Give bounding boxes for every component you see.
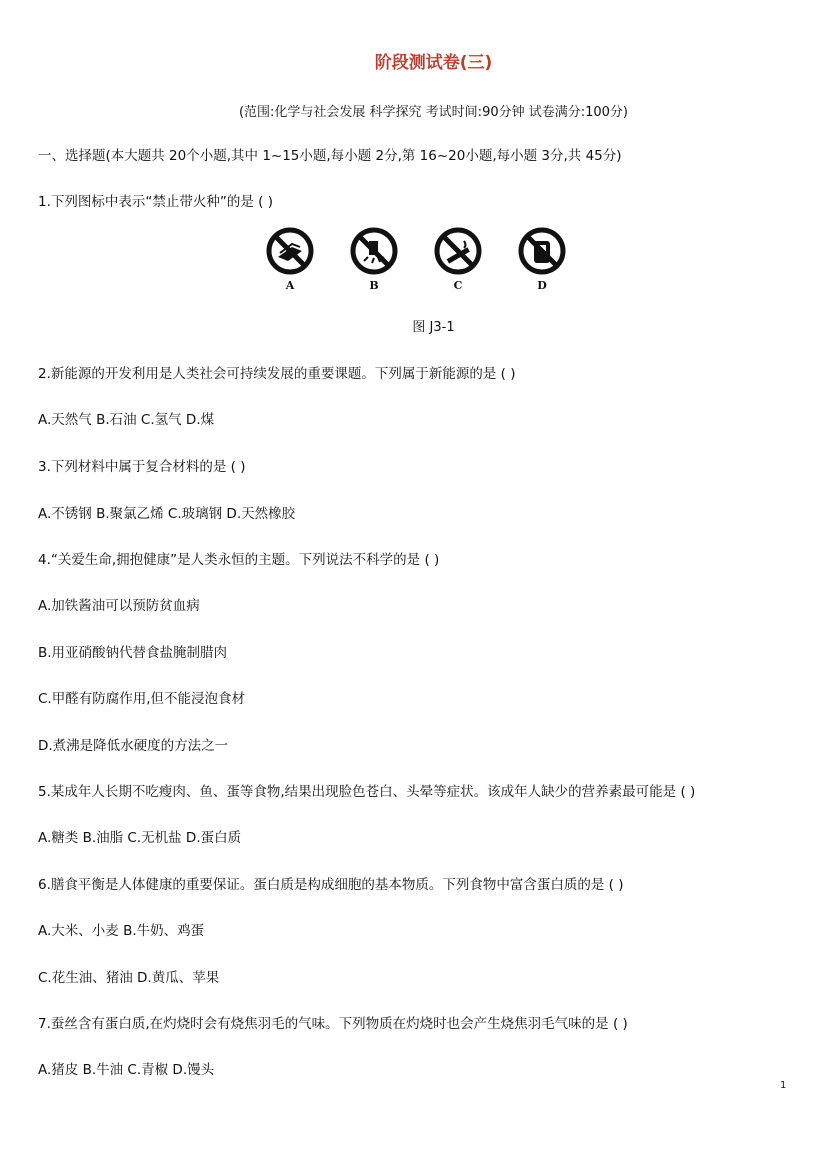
prohibition-signs-figure — [262, 227, 572, 297]
no-book-icon — [266, 227, 314, 275]
question-6-options-cd: C.花生油、猪油 D.黄瓜、苹果 — [38, 970, 220, 986]
figure-caption: 图 J3-1 — [412, 320, 455, 335]
sign-b — [346, 227, 402, 292]
sign-c — [430, 227, 486, 292]
sign-d — [514, 227, 570, 292]
question-6: 6.膳食平衡是人体健康的重要保证。蛋白质是构成细胞的基本物质。下列食物中富含蛋白质的是 ( ) — [38, 877, 624, 893]
question-2-options: A.天然气 B.石油 C.氢气 D.煤 — [38, 412, 215, 428]
question-6-options-ab: A.大米、小麦 B.牛奶、鸡蛋 — [38, 923, 205, 939]
page-number: 1 — [780, 1080, 787, 1091]
question-3: 3.下列材料中属于复合材料的是 ( ) — [38, 459, 246, 475]
exam-info: (范围:化学与社会发展 科学探究 考试时间:90分钟 试卷满分:100分) — [238, 105, 629, 120]
question-2: 2.新能源的开发利用是人类社会可持续发展的重要课题。下列属于新能源的是 ( ) — [38, 366, 516, 382]
section-heading: 一、选择题(本大题共 20个小题,其中 1~15小题,每小题 2分,第 16~20小题,每小题 3分,共 45分) — [38, 148, 622, 164]
question-4-option-a: A.加铁酱油可以预防贫血病 — [38, 598, 200, 614]
sign-label-d: D — [537, 279, 547, 292]
question-4-option-b: B.用亚硝酸钠代替食盐腌制腊肉 — [38, 645, 228, 661]
no-fire-cylinder-icon — [518, 227, 566, 275]
question-5-options: A.糖类 B.油脂 C.无机盐 D.蛋白质 — [38, 830, 242, 846]
no-fireworks-icon — [350, 227, 398, 275]
sign-a — [262, 227, 318, 292]
sign-label-c: C — [453, 279, 463, 292]
sign-label-b: B — [369, 279, 379, 292]
question-4-option-d: D.煮沸是降低水硬度的方法之一 — [38, 738, 229, 754]
question-7: 7.蚕丝含有蛋白质,在灼烧时会有烧焦羽毛的气味。下列物质在灼烧时也会产生烧焦羽毛气味的是 ( ) — [38, 1016, 628, 1032]
question-1: 1.下列图标中表示“禁止带火种”的是 ( ) — [38, 194, 273, 210]
question-4: 4.“关爱生命,拥抱健康”是人类永恒的主题。下列说法不科学的是 ( ) — [38, 552, 440, 568]
page-title: 阶段测试卷(三) — [374, 53, 493, 73]
question-4-option-c: C.甲醛有防腐作用,但不能浸泡食材 — [38, 691, 246, 707]
no-smoking-icon — [434, 227, 482, 275]
sign-label-a: A — [285, 279, 295, 292]
question-5: 5.某成年人长期不吃瘦肉、鱼、蛋等食物,结果出现脸色苍白、头晕等症状。该成年人缺少的营养素最可能是 ( ) — [38, 784, 696, 800]
question-7-options: A.猪皮 B.牛油 C.青椒 D.馒头 — [38, 1062, 215, 1078]
question-3-options: A.不锈钢 B.聚氯乙烯 C.玻璃钢 D.天然橡胶 — [38, 506, 296, 522]
